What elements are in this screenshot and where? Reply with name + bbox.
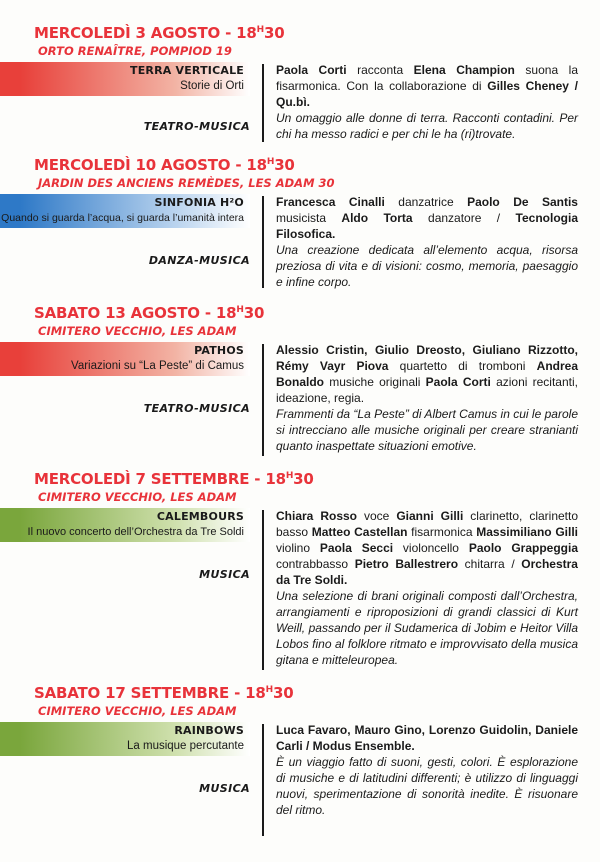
event-title: SINFONIA H²O (154, 196, 244, 209)
event-title: TERRA VERTICALE (129, 64, 244, 77)
event-title-band (0, 722, 250, 756)
event-credits (276, 62, 578, 110)
credit-text: danzatore / (412, 211, 516, 225)
artist-name: Paola Corti (276, 63, 347, 77)
event-genre: MUSICA (199, 782, 250, 795)
event-date: MERCOLEDÌ 10 AGOSTO - $18^H30$ (34, 156, 295, 174)
artist-name: Massimiliano Gilli (476, 525, 578, 539)
event-venue: ORTO RENAÎTRE, POMPIOD 19 (38, 44, 232, 58)
divider-line (262, 724, 264, 836)
event-subtitle: Quando si guarda l’acqua, si guarda l’umanità intera (1, 212, 244, 224)
credit-text: violino (276, 541, 320, 555)
event-venue: CIMITERO VECCHIO, LES ADAM (38, 324, 237, 338)
event-subtitle: Il nuovo concerto dell’Orchestra da Tre Soldi (27, 526, 244, 538)
artist-name: Orchestra da Tre Soldi. (276, 557, 578, 587)
credit-text: violoncello (393, 541, 469, 555)
event-date: SABATO 13 AGOSTO - $18^H30$ (34, 304, 265, 322)
credit-text: voce (357, 509, 397, 523)
event-venue: CIMITERO VECCHIO, LES ADAM (38, 704, 237, 718)
artist-name: Pietro Ballestrero (354, 557, 459, 571)
event-details (276, 62, 578, 142)
artist-name: Alessio Cristin, Giulio Dreosto, Giuliano Rizzotto, Rémy Vayr Piova (276, 343, 578, 373)
credit-text: chitarra / (458, 557, 522, 571)
credit-text: musiche originali (324, 375, 426, 389)
artist-name: Andrea Bonaldo (276, 359, 579, 389)
divider-line (262, 344, 264, 456)
artist-name: Luca Favaro, Mauro Gino, Lorenzo Guidolin, Daniele Carli / Modus Ensemble. (276, 723, 578, 753)
event-details (276, 342, 578, 454)
artist-name: Gianni Gilli (396, 509, 464, 523)
event-details (276, 194, 578, 290)
artist-name: Paola Corti (425, 375, 491, 389)
event-subtitle: Storie di Orti (180, 80, 244, 92)
event-title-band (0, 508, 250, 542)
event-subtitle: La musique percutante (127, 740, 244, 752)
event-title: RAINBOWS (174, 724, 244, 737)
event-credits (276, 342, 578, 406)
event-description: Frammenti da “La Peste” di Albert Camus in cui le parole si intrecciano alle musiche originali per creare stranianti quanto inaspettate situazioni emotive. (276, 407, 578, 453)
event-date: MERCOLEDÌ 3 AGOSTO - $18^H30$ (34, 24, 285, 42)
event-credits (276, 722, 578, 754)
event-credits (276, 508, 578, 588)
credit-text: quartetto di tromboni (388, 359, 537, 373)
event-description: Un omaggio alle donne di terra. Racconti contadini. Per chi ha messo radici e per chi le ha (ri)trovate. (276, 111, 578, 141)
event-venue: CIMITERO VECCHIO, LES ADAM (38, 490, 237, 504)
event-description: Una creazione dedicata all’elemento acqua, risorsa preziosa di vita e di visioni: cosmo, memoria, paesaggio e infine corpo. (276, 243, 578, 289)
divider-line (262, 64, 264, 142)
event-description: È un viaggio fatto di suoni, gesti, colori. È esplorazione di musiche e di latitudini differenti; è utilizzo di linguaggi nuovi, sperimentazione di sonorità inedite. È risuonare del ritmo. (276, 755, 578, 817)
artist-name: Chiara Rosso (276, 509, 358, 523)
credit-text: danzatrice (384, 195, 468, 209)
credit-text: suona la fisarmonica. Con la collaborazione di (276, 63, 578, 93)
divider-line (262, 510, 264, 670)
event-venue: JARDIN DES ANCIENS REMÈDES, LES ADAM 30 (38, 176, 335, 190)
credit-text: azioni recitanti, ideazione, regia. (276, 375, 578, 405)
credit-text: contrabbasso (276, 557, 355, 571)
event-details (276, 508, 578, 668)
artist-name: Paolo Grappeggia (468, 541, 579, 555)
event-description: Una selezione di brani originali composti dall’Orchestra, arrangiamenti e riproposizioni di grandi classici di Kurt Weill, passando per il Sudamerica di Jobim e Heitor Villa Lobos fino al folklore ritmato e improvvisato della musica gitana e mitteleuropea. (276, 589, 578, 667)
artist-name: Paolo De Santis (467, 195, 578, 209)
artist-name: Elena Champion (413, 63, 515, 77)
artist-name: Tecnologia Filosofica. (276, 211, 578, 241)
event-title-band (0, 62, 250, 96)
artist-name: Aldo Torta (341, 211, 413, 225)
credit-text: racconta (346, 63, 414, 77)
event-title-band (0, 342, 250, 376)
event-genre: TEATRO-MUSICA (143, 120, 250, 133)
event-genre: MUSICA (199, 568, 250, 581)
event-subtitle: Variazioni su “La Peste” di Camus (71, 360, 244, 372)
event-date: MERCOLEDÌ 7 SETTEMBRE - $18^H30$ (34, 470, 314, 488)
event-date: SABATO 17 SETTEMBRE - $18^H30$ (34, 684, 294, 702)
credit-text: musicista (276, 211, 342, 225)
artist-name: Francesca Cinalli (276, 195, 385, 209)
credit-text: clarinetto, clarinetto basso (276, 509, 579, 539)
event-title-band (0, 194, 250, 228)
artist-name: Matteo Castellan (311, 525, 408, 539)
divider-line (262, 196, 264, 288)
artist-name: Gilles Cheney / Qu.bì. (276, 79, 578, 109)
event-genre: TEATRO-MUSICA (143, 402, 250, 415)
event-title: CALEMBOURS (156, 510, 244, 523)
event-credits (276, 194, 578, 242)
event-details (276, 722, 578, 818)
event-genre: DANZA-MUSICA (148, 254, 250, 267)
event-title: PATHOS (194, 344, 244, 357)
credit-text: fisarmonica (407, 525, 477, 539)
artist-name: Paola Secci (319, 541, 394, 555)
